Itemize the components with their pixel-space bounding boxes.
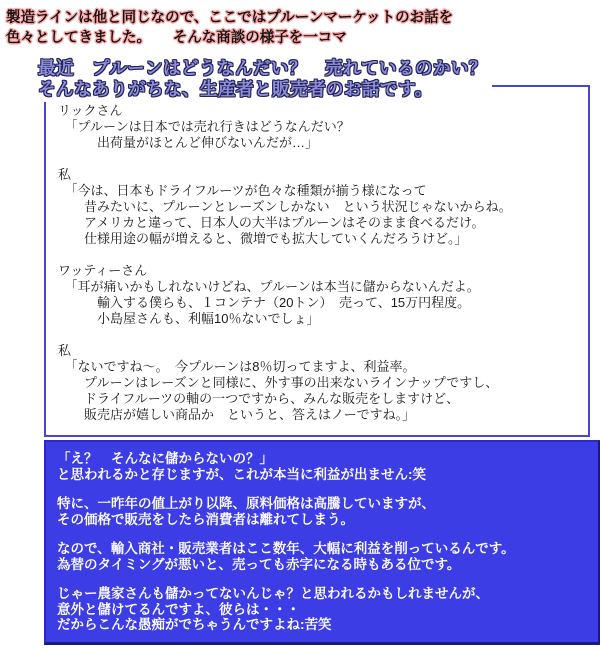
commentary-paragraph xyxy=(57,586,592,633)
dialogue-line: 販売店が嬉しい商品か というと、答えはノーですね。」 xyxy=(58,407,416,422)
commentary-line: 為替のタイミングが悪いと、売っても赤字になる時もある位です。 xyxy=(57,556,461,572)
commentary-line: と思われるかと存じますが、これが本当に利益が出ません:笑 xyxy=(57,466,426,482)
commentary-line: 「え？ そんなに儲からないの？」 xyxy=(57,451,273,466)
dialogue-line: プルーンはレーズンと同様に、外す事の出来ないラインナップですし、 xyxy=(58,375,499,390)
dialogue-block xyxy=(58,103,582,151)
commentary-line: 特に、一昨年の値上がり以降、原料価格は高騰していますが、 xyxy=(57,496,435,511)
commentary-line: なので、輸入商社・販売業者はここ数年、大幅に利益を削っているんです。 xyxy=(57,541,515,556)
commentary-line: だからこんな愚痴がでちゃうんですよね:苦笑 xyxy=(57,617,332,632)
dialogue-line: アメリカと違って、日本人の大半はプルーンはそのまま食べるだけ。 xyxy=(58,215,485,230)
dialogue-line: 「耳が痛いかもしれないけどね、プルーンは本当に儲からないんだよ。 xyxy=(58,279,480,294)
dialogue-speaker: 私 xyxy=(58,167,72,182)
commentary-line: その価格で販売をしたら消費者は離れてしまう。 xyxy=(57,511,354,527)
dialogue-box xyxy=(44,85,590,437)
dialogue-speaker: 私 xyxy=(58,343,72,358)
commentary-paragraph xyxy=(57,541,592,572)
dialogue-line: 小島屋さんも、利幅10％ないでしょ」 xyxy=(58,311,320,326)
intro-line: 色々としてきました。 そんな商談の様子を一コマ xyxy=(6,30,347,46)
dialogue-line: 昔みたいに、プルーンとレーズンしかない という状況じゃないからね。 xyxy=(58,199,512,214)
intro-line: 製造ラインは他と同じなので、ここではプルーンマーケットのお話を xyxy=(6,10,454,26)
dialogue-line: 輸入する僕らも、１コンテナ（20トン） 売って、15万円程度。 xyxy=(58,295,471,310)
page-title xyxy=(36,58,492,102)
dialogue-speaker: ワッティーさん xyxy=(58,263,148,278)
commentary-paragraph xyxy=(57,496,592,527)
dialogue-line: ドライフルーツの軸の一つですから、みんな販売をしますけど、 xyxy=(58,391,460,406)
dialogue-block xyxy=(58,343,582,423)
headline-line: そんなありがちな、生産者と販売者のお話です。 xyxy=(38,79,433,99)
commentary-panel xyxy=(44,440,600,645)
commentary-line: じゃー農家さんも儲かってないんじゃ？と思われるかもしれませんが、 xyxy=(57,586,489,601)
dialogue-line: 仕様用途の幅が増えると、微増でも拡大していくんだろうけど。」 xyxy=(58,231,468,246)
commentary-paragraph xyxy=(57,451,592,482)
dialogue-line: 「ないですね～。 今プルーンは8％切ってますよ、利益率。 xyxy=(58,359,416,374)
dialogue-block xyxy=(58,263,582,327)
headline-line: 最近 プルーンはどうなんだい？ 売れているのかい？ xyxy=(38,58,487,78)
intro-text xyxy=(6,8,600,48)
headline-wrap xyxy=(36,58,600,102)
dialogue-line: 出荷量がほとんど伸びないんだが…」 xyxy=(58,135,319,150)
dialogue-line: 「プルーンは日本では売れ行きはどうなんだい？ xyxy=(58,119,350,134)
commentary-line: 意外と儲けてるんですよ、彼らは・・・ xyxy=(57,601,300,617)
dialogue-speaker: リックさん xyxy=(58,103,123,118)
dialogue-block xyxy=(58,167,582,247)
dialogue-line: 「今は、日本もドライフルーツが色々な種類が揃う様になって xyxy=(58,183,427,198)
